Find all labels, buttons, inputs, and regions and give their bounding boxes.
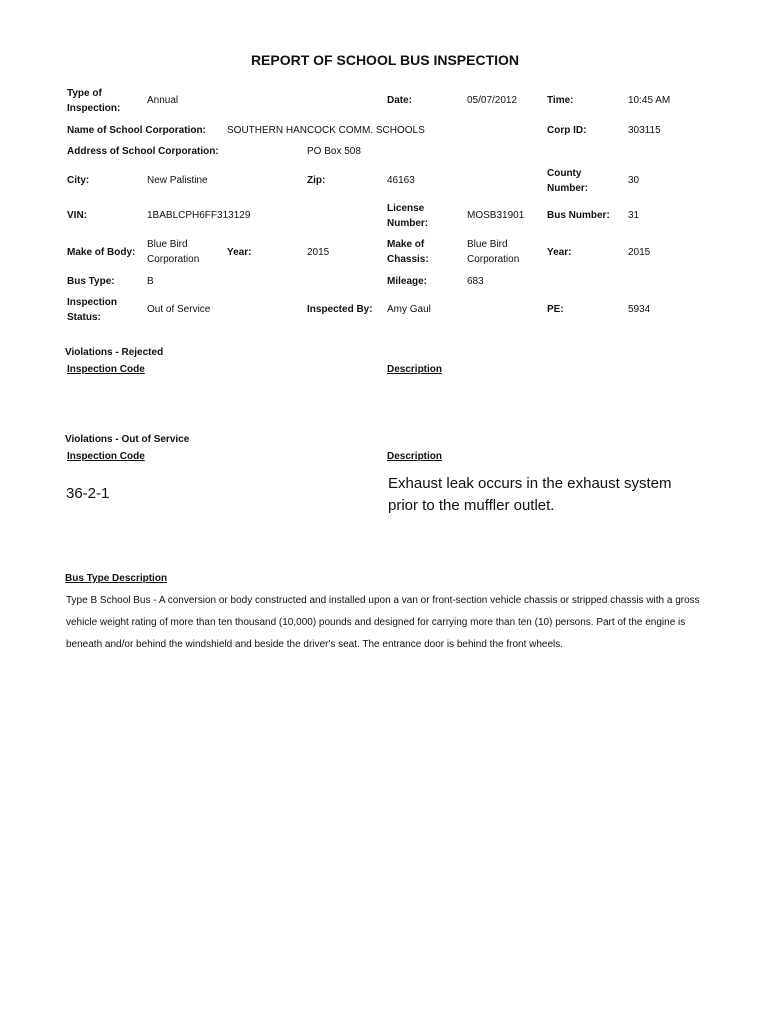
inspected-by-value: Amy Gaul [387,304,431,315]
inspection-status-value: Out of Service [147,304,211,315]
license-number-value: MOSB31901 [467,210,525,221]
chassis-year-value: 2015 [628,247,651,258]
oos-violation-description: Exhaust leak occurs in the exhaust system prior to the muffler outlet. [388,475,672,514]
bus-type-value: B [147,276,154,287]
bus-number-value: 31 [628,210,640,221]
mileage-label: Mileage: [387,276,428,287]
date-value: 05/07/2012 [467,95,518,106]
county-number-value: 30 [628,175,640,186]
bus-type-label: Bus Type: [67,276,115,287]
bus-type-description-heading: Bus Type Description [65,573,168,584]
oos-inspection-code-header: Inspection Code [67,451,145,462]
school-corporation-name-value: SOUTHERN HANCOCK COMM. SCHOOLS [227,125,425,136]
school-corporation-address-label: Address of School Corporation: [67,146,219,157]
school-corporation-name-label: Name of School Corporation: [67,125,206,136]
corp-id-label: Corp ID: [547,125,587,136]
school-corporation-address-value: PO Box 508 [307,146,361,157]
chassis-make-label: Make of Chassis: [387,239,429,265]
license-number-label: License Number: [387,203,429,229]
chassis-make-value: Blue Bird Corporation [467,239,520,265]
violations-out-of-service-heading: Violations - Out of Service [65,434,190,445]
inspection-status-label: Inspection Status: [67,297,118,323]
zip-label: Zip: [307,175,326,186]
mileage-value: 683 [467,276,484,287]
inspection-type-value: Annual [147,95,179,106]
pe-label: PE: [547,304,564,315]
bus-type-description-text: Type B School Bus - A conversion or body constructed and installed upon a van or front-section vehicle chassis or stripped chassis with a gross vehicle weight rating of more than ten thousand (10,000) pounds and designed for carrying more than ten (10) persons. Part of the engine is beneath and/or behind the windshield and beside the driver's seat. The entrance door is behind the front wheels. [66,595,700,650]
county-number-label: County Number: [547,168,589,194]
inspection-type-label: Type of Inspection: [67,88,121,114]
body-year-value: 2015 [307,247,330,258]
oos-description-header: Description [387,451,443,462]
corp-id-value: 303115 [628,125,661,136]
body-year-label: Year: [227,247,252,258]
body-make-value: Blue Bird Corporation [147,239,200,265]
chassis-year-label: Year: [547,247,572,258]
vin-value: 1BABLCPH6FF313129 [147,210,251,221]
inspected-by-label: Inspected By: [307,304,373,315]
oos-violation-code: 36-2-1 [66,485,110,502]
pe-value: 5934 [628,304,651,315]
zip-value: 46163 [387,175,415,186]
vin-label: VIN: [67,210,87,221]
time-value: 10:45 AM [628,95,671,106]
city-label: City: [67,175,90,186]
body-make-label: Make of Body: [67,247,136,258]
rejected-inspection-code-header: Inspection Code [67,364,145,375]
time-label: Time: [547,95,574,106]
violations-rejected-heading: Violations - Rejected [65,347,164,358]
city-value: New Palistine [147,175,208,186]
page-title: REPORT OF SCHOOL BUS INSPECTION [250,52,520,68]
bus-number-label: Bus Number: [547,210,610,221]
date-label: Date: [387,95,413,106]
rejected-description-header: Description [387,364,443,375]
